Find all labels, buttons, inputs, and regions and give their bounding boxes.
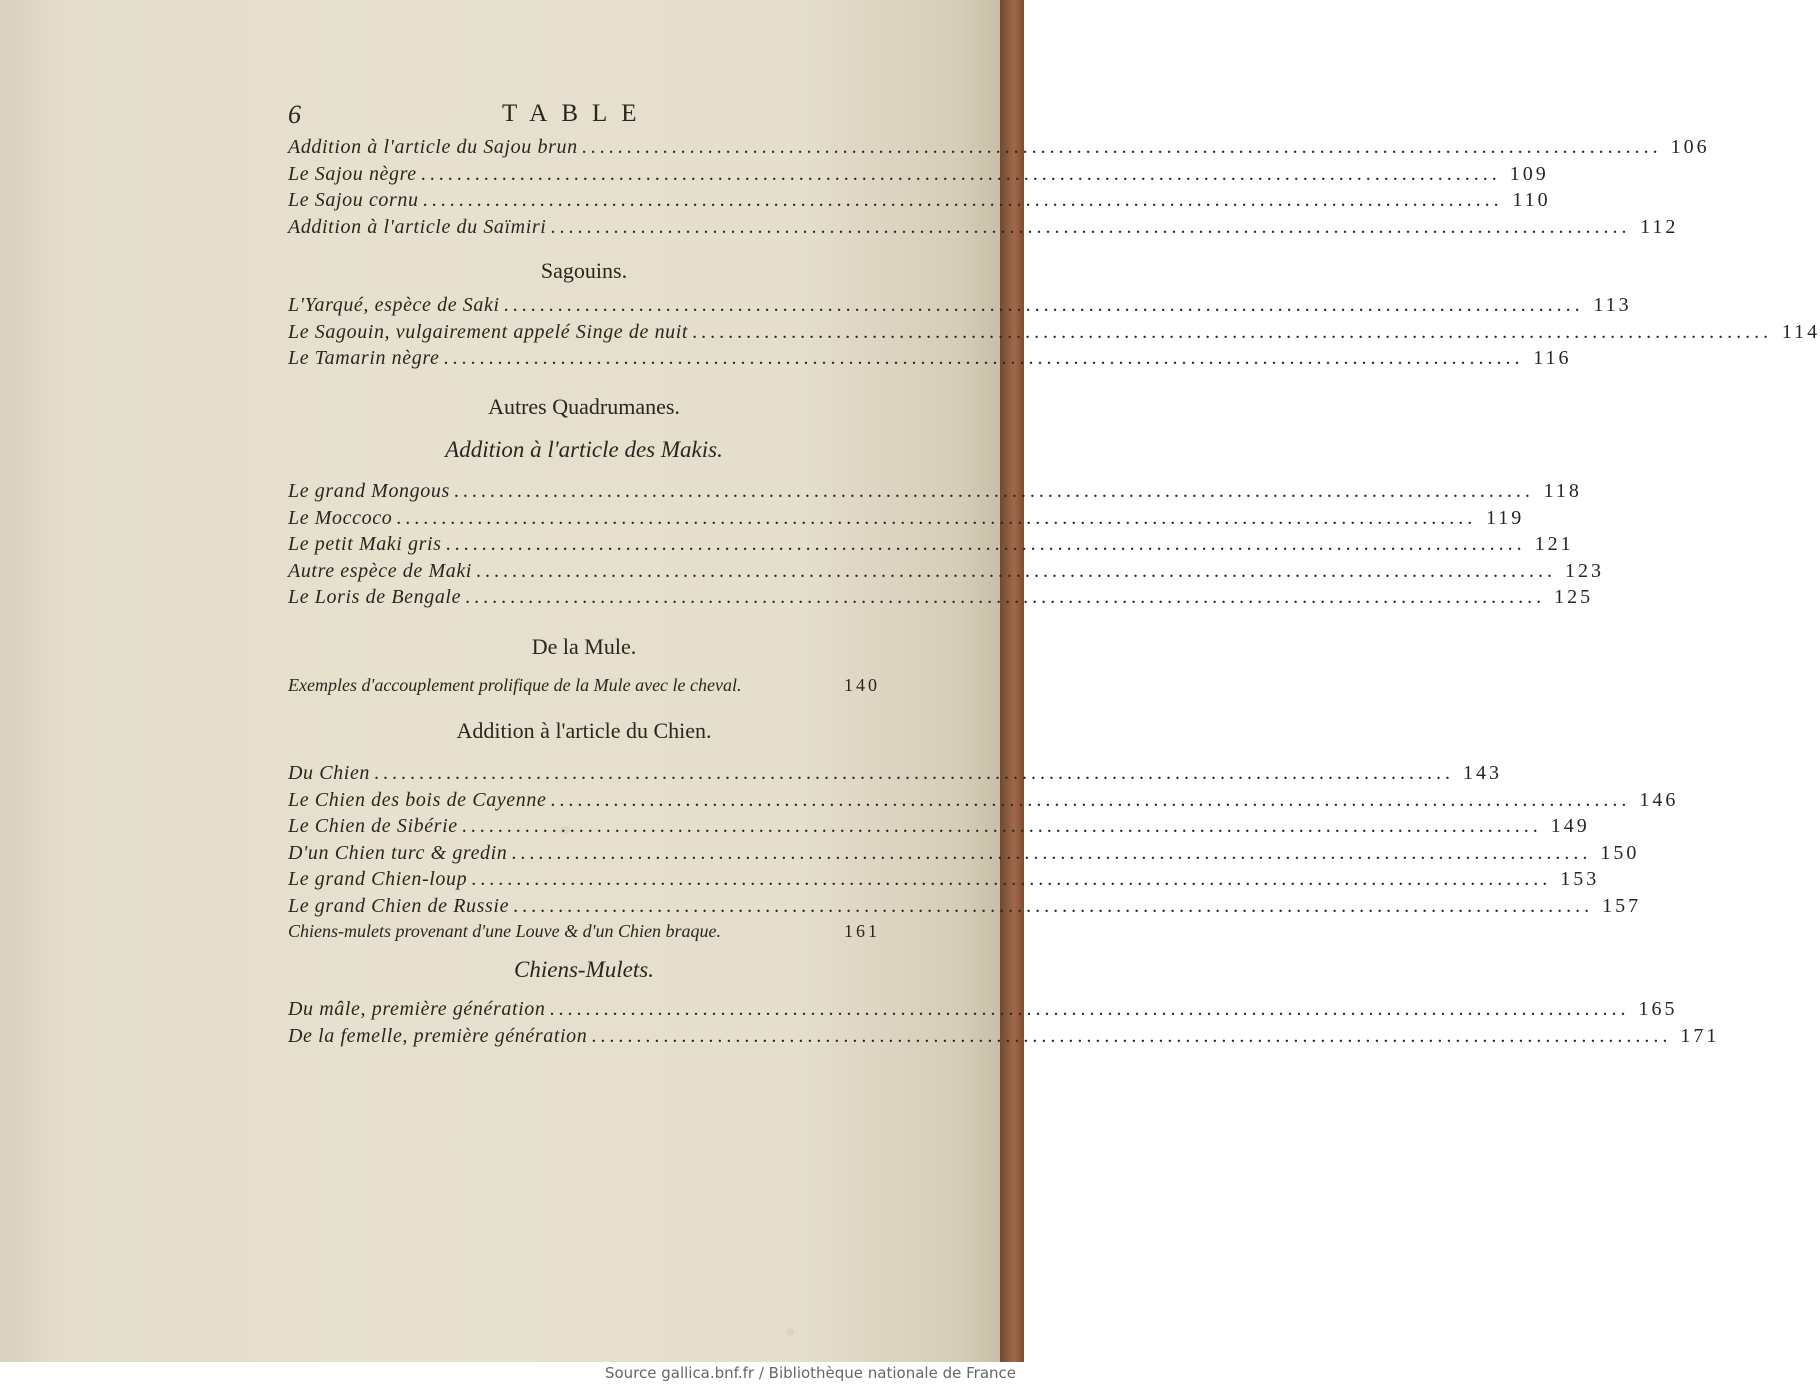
toc-entry (288, 868, 1600, 895)
toc-entry (288, 480, 1582, 507)
toc-group-sagouins (288, 294, 1820, 374)
toc-group-mule (288, 675, 880, 702)
toc-entry-page: 161 (844, 921, 880, 941)
toc-entry (288, 675, 880, 702)
toc-entry (288, 533, 1574, 560)
section-heading-makis: Addition à l'article des Makis. (445, 437, 723, 462)
paper-stain (786, 1328, 794, 1336)
toc-entry (288, 215, 1679, 243)
toc-entry (288, 841, 1640, 869)
toc-entry-page: 150 (1600, 841, 1640, 864)
toc-entry-title: Le Sajou nègre (288, 162, 417, 185)
toc-entry (288, 894, 1642, 922)
leader-dots: ........................................................................................................................ (445, 533, 1526, 555)
toc-entry-page: 123 (1564, 559, 1604, 582)
toc-entry-title: Le Chien des bois de Cayenne (288, 788, 547, 811)
toc-entry (288, 347, 1572, 374)
toc-entry-page: 121 (1534, 533, 1574, 555)
toc-entry-title: Du Chien (288, 762, 371, 784)
toc-entry (288, 294, 1632, 321)
section-heading-sagouins: Sagouins. (540, 258, 628, 283)
toc-entry-title: De la femelle, première génération (288, 1024, 588, 1047)
toc-entry-page: 114 (1781, 320, 1820, 343)
toc-entry-page: 125 (1554, 586, 1594, 608)
toc-entry-title: Le Sajou cornu (288, 189, 419, 211)
toc-group-makis (288, 480, 1604, 613)
leader-dots: ........................................................................................................................ (471, 868, 1552, 890)
toc-entry (288, 189, 1551, 216)
toc-entry-title: Addition à l'article du Saïmiri (288, 215, 547, 238)
toc-entry-title: Exemples d'accouplement prolifique de la Mule avec le cheval. (288, 675, 742, 695)
toc-entry-title: Le grand Mongous (288, 480, 450, 502)
toc-entry-page: 143 (1463, 762, 1503, 784)
leader-dots: ........................................................................................................................ (503, 294, 1584, 316)
toc-entry-page: 109 (1509, 162, 1549, 185)
toc-entry-page: 165 (1638, 998, 1678, 1020)
toc-entry (288, 162, 1549, 190)
toc-entry (288, 586, 1594, 613)
leader-dots: ........................................................................................................................ (549, 998, 1630, 1020)
leader-dots: ........................................................................................................................ (475, 559, 1556, 582)
leader-dots: ........................................................................................................................ (513, 894, 1594, 917)
leader-dots: ........................................................................................................................ (420, 162, 1501, 185)
leader-dots: ........................................................................................................................ (374, 762, 1455, 784)
toc-entry (288, 1024, 1720, 1052)
toc-group-chiens-mulets (288, 998, 1720, 1051)
toc-entry-page: 118 (1543, 480, 1582, 502)
toc-entry-title: Le Sagouin, vulgairement appelé Singe de nuit (288, 320, 689, 343)
toc-entry-page: 106 (1670, 136, 1710, 158)
toc-entry-page: 140 (844, 675, 880, 695)
leader-dots: ........................................................................................................................ (396, 506, 1477, 529)
toc-entry-page: 171 (1680, 1024, 1720, 1047)
toc-entry-page: 116 (1533, 347, 1572, 369)
toc-entry (288, 788, 1679, 816)
toc-entry-title: L'Yarqué, espèce de Saki (288, 294, 500, 316)
leader-dots: ........................................................................................................................ (461, 815, 1542, 837)
toc-entry (288, 762, 1503, 789)
toc-entry-title: Autre espèce de Maki (288, 559, 472, 582)
toc-entry (288, 559, 1604, 587)
leader-dots: ........................................................................................................................ (591, 1024, 1672, 1047)
toc-entry-title: Le Loris de Bengale (288, 586, 462, 608)
toc-entry-page: 119 (1486, 506, 1525, 529)
toc-entry-title: Le grand Chien-loup (288, 868, 468, 890)
leader-dots: ........................................................................................................................ (581, 136, 1662, 158)
toc-entry-page: 153 (1560, 868, 1600, 890)
leader-dots: ........................................................................................................................ (443, 347, 1524, 369)
leader-dots: ........................................................................................................................ (453, 480, 1534, 502)
leader-dots: ........................................................................................................................ (550, 215, 1631, 238)
toc-entry-title: Du mâle, première génération (288, 998, 546, 1020)
toc-entry-title: Le petit Maki gris (288, 533, 442, 555)
toc-entry-title: Chiens-mulets provenant d'une Louve & d'un Chien braque. (288, 921, 721, 941)
section-heading-chiens-mulets: Chiens-Mulets. (514, 957, 654, 982)
toc-entry (288, 921, 880, 948)
toc-entry-title: Le grand Chien de Russie (288, 894, 510, 917)
leader-dots: ........................................................................................................................ (550, 788, 1631, 811)
leader-dots: ........................................................................................................................ (692, 320, 1773, 343)
leader-dots: ........................................................................................................................ (511, 841, 1592, 864)
section-heading-mule: De la Mule. (531, 634, 637, 659)
toc-entry (288, 136, 1710, 163)
source-credit: Source gallica.bnf.fr / Bibliothèque nationale de France (604, 1364, 1016, 1382)
toc-entry-page: 146 (1639, 788, 1679, 811)
toc-entry-page: 149 (1550, 815, 1590, 837)
toc-entry-page: 157 (1602, 894, 1642, 917)
toc-entry-title: Addition à l'article du Sajou brun (288, 136, 578, 158)
toc-group-saju (288, 136, 1710, 242)
toc-entry-page: 113 (1593, 294, 1632, 316)
section-heading-chien: Addition à l'article du Chien. (456, 718, 712, 743)
toc-entry-title: Le Moccoco (288, 506, 393, 529)
toc-entry-title: Le Chien de Sibérie (288, 815, 458, 837)
toc-group-chien (288, 762, 1679, 948)
section-heading-autres-quadrumanes: Autres Quadrumanes. (488, 394, 680, 419)
toc-entry (288, 815, 1590, 842)
toc-entry (288, 506, 1525, 534)
toc-entry-page: 110 (1512, 189, 1551, 211)
toc-entry-page: 112 (1640, 215, 1679, 238)
leader-dots: ........................................................................................................................ (422, 189, 1503, 211)
toc-entry-title: D'un Chien turc & gredin (288, 841, 508, 864)
leader-dots: ........................................................................................................................ (465, 586, 1546, 608)
running-head: TABLE (502, 100, 651, 127)
toc-entry-title: Le Tamarin nègre (288, 347, 440, 369)
toc-entry (288, 320, 1820, 348)
page-number: 6 (288, 100, 301, 129)
toc-entry (288, 998, 1678, 1025)
